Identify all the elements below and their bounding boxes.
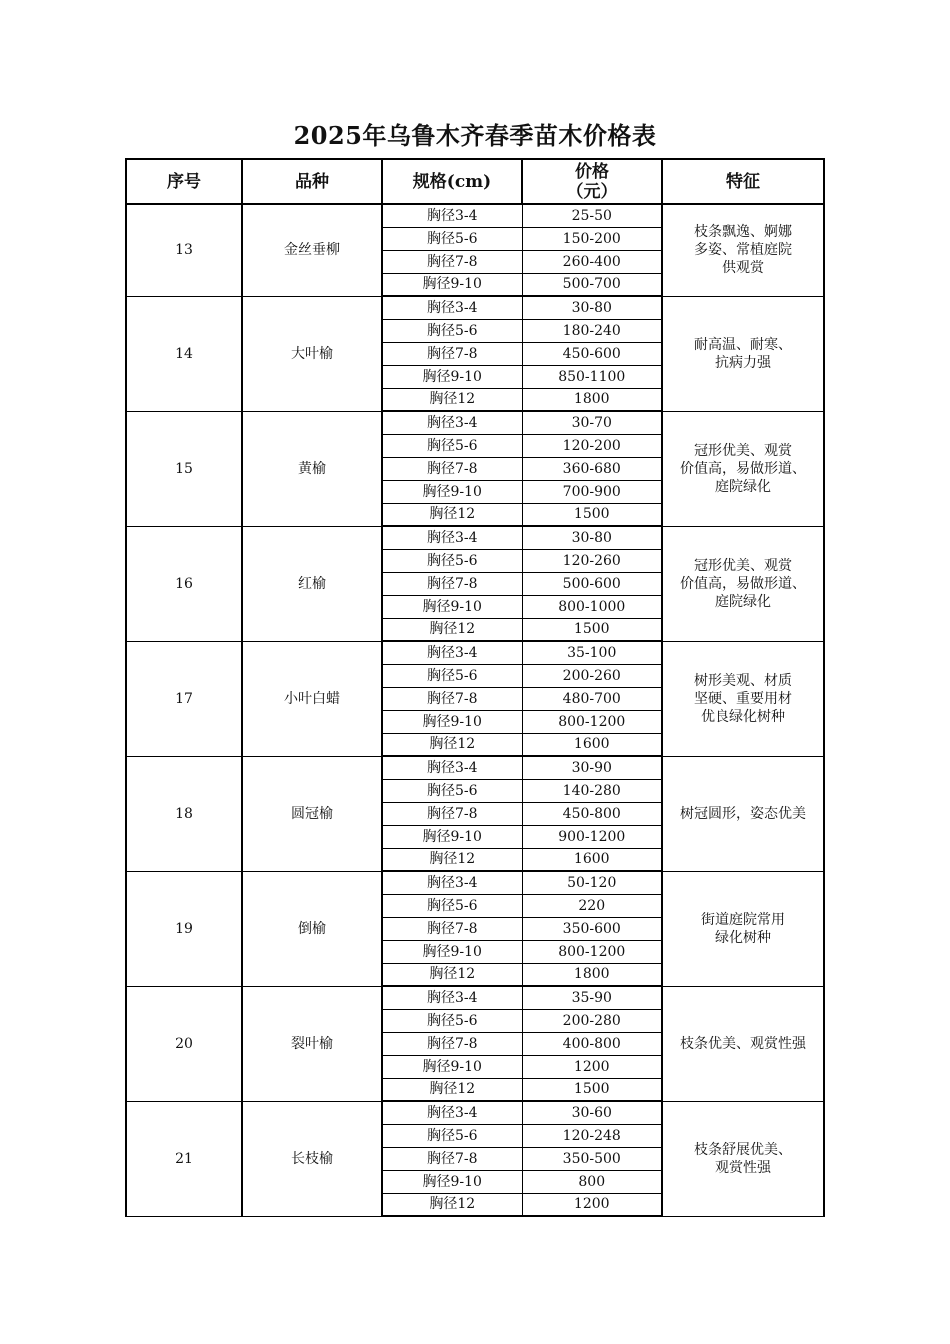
page-title: 2025年乌鲁木齐春季苗木价格表 <box>293 121 657 150</box>
cell-no: 20 <box>126 986 242 1101</box>
cell-feature <box>662 1101 824 1216</box>
table-row <box>126 296 824 319</box>
cell-price: 800-1200 <box>522 710 662 733</box>
header-price-label: 价格 （元） <box>566 161 618 202</box>
cell-price: 1500 <box>522 1078 662 1101</box>
feature-text: 枝条舒展优美、 观赏性强 <box>694 1141 792 1176</box>
cell-spec: 胸径7-8 <box>382 342 522 365</box>
cell-spec: 胸径7-8 <box>382 917 522 940</box>
cell-spec: 胸径7-8 <box>382 572 522 595</box>
cell-variety: 大叶榆 <box>242 296 382 411</box>
cell-spec: 胸径3-4 <box>382 296 522 319</box>
cell-variety: 小叶白蜡 <box>242 641 382 756</box>
cell-price: 450-600 <box>522 342 662 365</box>
cell-price: 200-280 <box>522 1009 662 1032</box>
cell-spec: 胸径5-6 <box>382 1009 522 1032</box>
table-row <box>126 204 824 227</box>
cell-price: 25-50 <box>522 204 662 227</box>
cell-price: 150-200 <box>522 227 662 250</box>
cell-variety: 裂叶榆 <box>242 986 382 1101</box>
feature-text: 耐高温、耐寒、 抗病力强 <box>694 336 792 371</box>
cell-price: 30-80 <box>522 526 662 549</box>
cell-feature <box>662 756 824 871</box>
cell-price: 30-90 <box>522 756 662 779</box>
cell-spec: 胸径9-10 <box>382 710 522 733</box>
cell-feature <box>662 526 824 641</box>
cell-spec: 胸径9-10 <box>382 940 522 963</box>
cell-price: 1500 <box>522 503 662 526</box>
cell-price: 450-800 <box>522 802 662 825</box>
feature-text: 树形美观、材质 坚硬、重要用材 优良绿化树种 <box>694 672 792 725</box>
cell-price: 500-700 <box>522 273 662 296</box>
cell-variety: 黄榆 <box>242 411 382 526</box>
cell-no: 15 <box>126 411 242 526</box>
cell-spec: 胸径5-6 <box>382 1124 522 1147</box>
cell-spec: 胸径3-4 <box>382 1101 522 1124</box>
cell-spec: 胸径5-6 <box>382 227 522 250</box>
cell-feature <box>662 986 824 1101</box>
cell-price: 1800 <box>522 388 662 411</box>
cell-spec: 胸径9-10 <box>382 365 522 388</box>
feature-text: 树冠圆形，姿态优美 <box>680 805 806 822</box>
cell-spec: 胸径9-10 <box>382 825 522 848</box>
cell-variety: 红榆 <box>242 526 382 641</box>
cell-price: 500-600 <box>522 572 662 595</box>
cell-price: 350-600 <box>522 917 662 940</box>
cell-spec: 胸径7-8 <box>382 1032 522 1055</box>
table-row <box>126 756 824 779</box>
price-table <box>125 158 825 1217</box>
cell-spec: 胸径12 <box>382 963 522 986</box>
cell-spec: 胸径3-4 <box>382 641 522 664</box>
cell-spec: 胸径12 <box>382 503 522 526</box>
cell-no: 16 <box>126 526 242 641</box>
cell-spec: 胸径5-6 <box>382 549 522 572</box>
cell-feature <box>662 296 824 411</box>
cell-spec: 胸径7-8 <box>382 1147 522 1170</box>
cell-spec: 胸径5-6 <box>382 664 522 687</box>
cell-price: 30-80 <box>522 296 662 319</box>
cell-spec: 胸径5-6 <box>382 894 522 917</box>
cell-spec: 胸径7-8 <box>382 802 522 825</box>
feature-text: 枝条优美、观赏性强 <box>680 1035 806 1052</box>
cell-price: 140-280 <box>522 779 662 802</box>
cell-price: 1600 <box>522 733 662 756</box>
cell-price: 200-260 <box>522 664 662 687</box>
cell-spec: 胸径12 <box>382 733 522 756</box>
cell-price: 700-900 <box>522 480 662 503</box>
cell-price: 360-680 <box>522 457 662 480</box>
header-row <box>126 159 824 204</box>
cell-price: 35-100 <box>522 641 662 664</box>
cell-spec: 胸径9-10 <box>382 595 522 618</box>
cell-spec: 胸径5-6 <box>382 434 522 457</box>
header-feature: 特征 <box>662 159 824 204</box>
feature-text: 枝条飘逸、婀娜 多姿、常植庭院 供观赏 <box>694 224 792 277</box>
cell-price: 350-500 <box>522 1147 662 1170</box>
cell-no: 19 <box>126 871 242 986</box>
table-row <box>126 411 824 434</box>
feature-text: 冠形优美、观赏 价值高，易做形道、 庭院绿化 <box>680 557 806 610</box>
cell-price: 1200 <box>522 1193 662 1216</box>
header-name: 品种 <box>242 159 382 204</box>
cell-spec: 胸径3-4 <box>382 871 522 894</box>
cell-spec: 胸径12 <box>382 1193 522 1216</box>
cell-no: 18 <box>126 756 242 871</box>
cell-spec: 胸径3-4 <box>382 526 522 549</box>
table-row <box>126 526 824 549</box>
cell-price: 1500 <box>522 618 662 641</box>
feature-text: 冠形优美、观赏 价值高，易做形道、 庭院绿化 <box>680 442 806 495</box>
cell-spec: 胸径3-4 <box>382 204 522 227</box>
header-no: 序号 <box>126 159 242 204</box>
cell-variety: 金丝垂柳 <box>242 204 382 296</box>
cell-feature <box>662 204 824 296</box>
cell-spec: 胸径9-10 <box>382 1055 522 1078</box>
table-row <box>126 1101 824 1124</box>
cell-spec: 胸径12 <box>382 388 522 411</box>
cell-no: 13 <box>126 204 242 296</box>
cell-variety: 长枝榆 <box>242 1101 382 1216</box>
cell-price: 850-1100 <box>522 365 662 388</box>
cell-price: 120-260 <box>522 549 662 572</box>
cell-spec: 胸径3-4 <box>382 411 522 434</box>
cell-spec: 胸径3-4 <box>382 756 522 779</box>
cell-spec: 胸径9-10 <box>382 1170 522 1193</box>
cell-feature <box>662 871 824 986</box>
cell-feature <box>662 641 824 756</box>
header-spec: 规格(cm) <box>382 159 522 204</box>
cell-price: 35-90 <box>522 986 662 1009</box>
cell-price: 480-700 <box>522 687 662 710</box>
cell-price: 1800 <box>522 963 662 986</box>
cell-variety: 圆冠榆 <box>242 756 382 871</box>
cell-spec: 胸径5-6 <box>382 319 522 342</box>
cell-spec: 胸径9-10 <box>382 480 522 503</box>
cell-spec: 胸径3-4 <box>382 986 522 1009</box>
cell-price: 180-240 <box>522 319 662 342</box>
cell-price: 30-60 <box>522 1101 662 1124</box>
feature-text: 街道庭院常用 绿化树种 <box>701 911 785 946</box>
cell-spec: 胸径12 <box>382 618 522 641</box>
cell-price: 400-800 <box>522 1032 662 1055</box>
cell-spec: 胸径7-8 <box>382 250 522 273</box>
cell-price: 800 <box>522 1170 662 1193</box>
cell-price: 220 <box>522 894 662 917</box>
cell-no: 14 <box>126 296 242 411</box>
cell-spec: 胸径12 <box>382 848 522 871</box>
cell-spec: 胸径5-6 <box>382 779 522 802</box>
table-row <box>126 641 824 664</box>
cell-feature <box>662 411 824 526</box>
cell-price: 120-248 <box>522 1124 662 1147</box>
cell-no: 21 <box>126 1101 242 1216</box>
cell-price: 1200 <box>522 1055 662 1078</box>
cell-spec: 胸径12 <box>382 1078 522 1101</box>
header-price <box>522 159 662 204</box>
cell-spec: 胸径9-10 <box>382 273 522 296</box>
cell-price: 50-120 <box>522 871 662 894</box>
cell-price: 800-1000 <box>522 595 662 618</box>
table-body <box>126 204 824 1216</box>
table-row <box>126 986 824 1009</box>
cell-price: 260-400 <box>522 250 662 273</box>
cell-price: 120-200 <box>522 434 662 457</box>
cell-spec: 胸径7-8 <box>382 457 522 480</box>
cell-variety: 倒榆 <box>242 871 382 986</box>
cell-price: 30-70 <box>522 411 662 434</box>
table-row <box>126 871 824 894</box>
cell-no: 17 <box>126 641 242 756</box>
cell-price: 1600 <box>522 848 662 871</box>
cell-price: 800-1200 <box>522 940 662 963</box>
cell-price: 900-1200 <box>522 825 662 848</box>
cell-spec: 胸径7-8 <box>382 687 522 710</box>
